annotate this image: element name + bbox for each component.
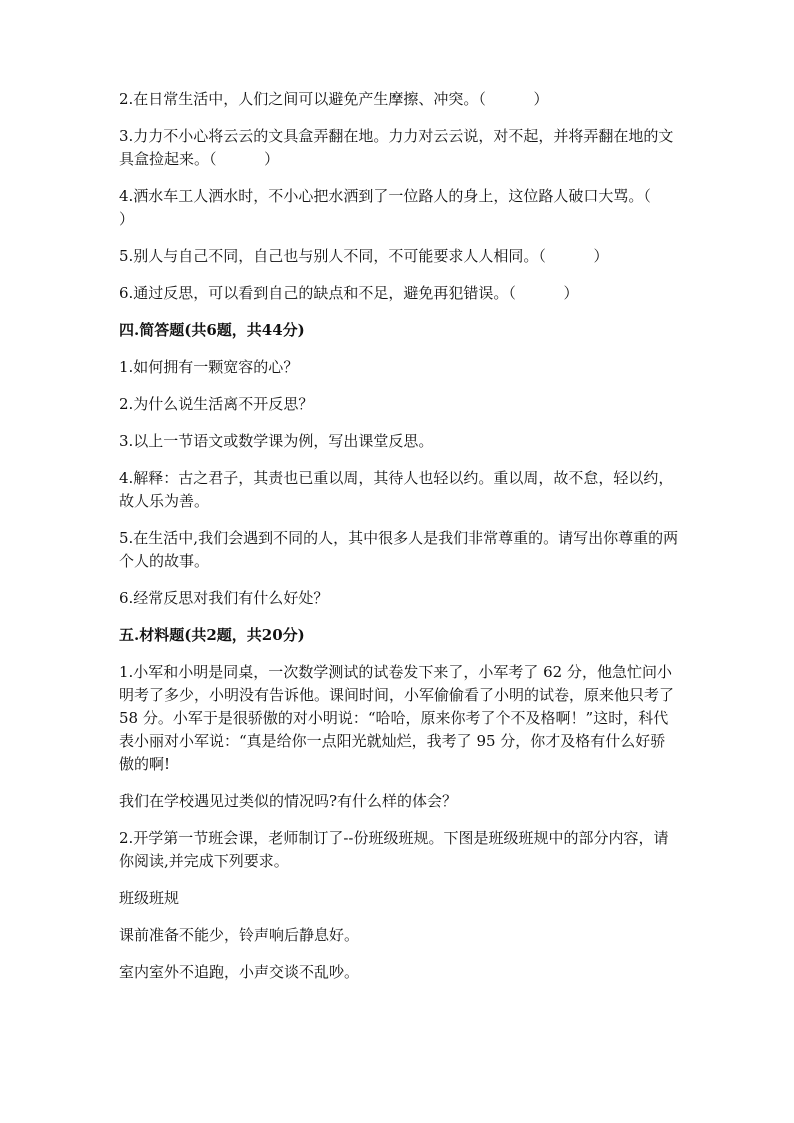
material-item-1-question: 我们在学校遇见过类似的情况吗?有什么样的体会？ bbox=[119, 792, 458, 810]
class-rule-2: 室内室外不追跑，小声交谈不乱吵。 bbox=[119, 963, 360, 981]
true-false-item-5: 5.别人与自己不同，自己也与别人不同，不可能要求人人相同。（ ） bbox=[119, 247, 609, 265]
short-answer-item-5: 5.在生活中,我们会遇到不同的人，其中很多人是我们非常尊重的。请写出你尊重的两个人的故事。 bbox=[119, 529, 679, 570]
class-rule-1: 课前准备不能少，铃声响后静息好。 bbox=[119, 926, 360, 944]
true-false-item-4: 4.洒水车工人洒水时，不小心把水洒到了一位路人的身上，这位路人破口大骂。（ ） bbox=[119, 187, 699, 228]
material-item-1-text: 1.小军和小明是同桌，一次数学测试的试卷发下来了，小军考了 62 分，他急忙问小明考了多少，小明没有告诉他。课间时间，小军偷偷看了小明的试卷，原来他只考了 58 分。小军于是很骄傲的对小明说：“哈哈，原来你考了个不及格啊！”这时，科代表小丽对小军说：“真是给你一点阳光就灿烂，我考了 95 分，你才及格有什么好骄傲的啊! bbox=[119, 663, 679, 773]
short-answer-item-1: 1.如何拥有一颗宽容的心？ bbox=[119, 358, 299, 376]
short-answer-item-3: 3.以上一节语文或数学课为例，写出课堂反思。 bbox=[119, 432, 434, 450]
true-false-item-2: 2.在日常生活中，人们之间可以避免产生摩擦、冲突。（ ） bbox=[119, 90, 549, 108]
class-rules-title: 班级班规 bbox=[119, 889, 180, 907]
true-false-item-6: 6.通过反思，可以看到自己的缺点和不足，避免再犯错误。（ ） bbox=[119, 284, 579, 302]
material-item-2-text: 2.开学第一节班会课，老师制订了--份班级班规。下图是班级班规中的部分内容，请你阅读,并完成下列要求。 bbox=[119, 829, 669, 870]
short-answer-item-2: 2.为什么说生活离不开反思？ bbox=[119, 395, 314, 413]
exam-page bbox=[119, 88, 699, 998]
true-false-item-3: 3.力力不小心将云云的文具盒弄翻在地。力力对云云说，对不起，并将弄翻在地的文具盒捡起来。（ ） bbox=[119, 127, 674, 168]
short-answer-item-4: 4.解释：古之君子，其责也已重以周，其待人也轻以约。重以周，故不怠，轻以约，故人乐为善。 bbox=[119, 469, 674, 510]
section-5-heading: 五.材料题(共2题，共20分) bbox=[119, 626, 305, 644]
section-4-heading: 四.简答题(共6题，共44分) bbox=[119, 321, 305, 339]
short-answer-item-6: 6.经常反思对我们有什么好处？ bbox=[119, 589, 329, 607]
